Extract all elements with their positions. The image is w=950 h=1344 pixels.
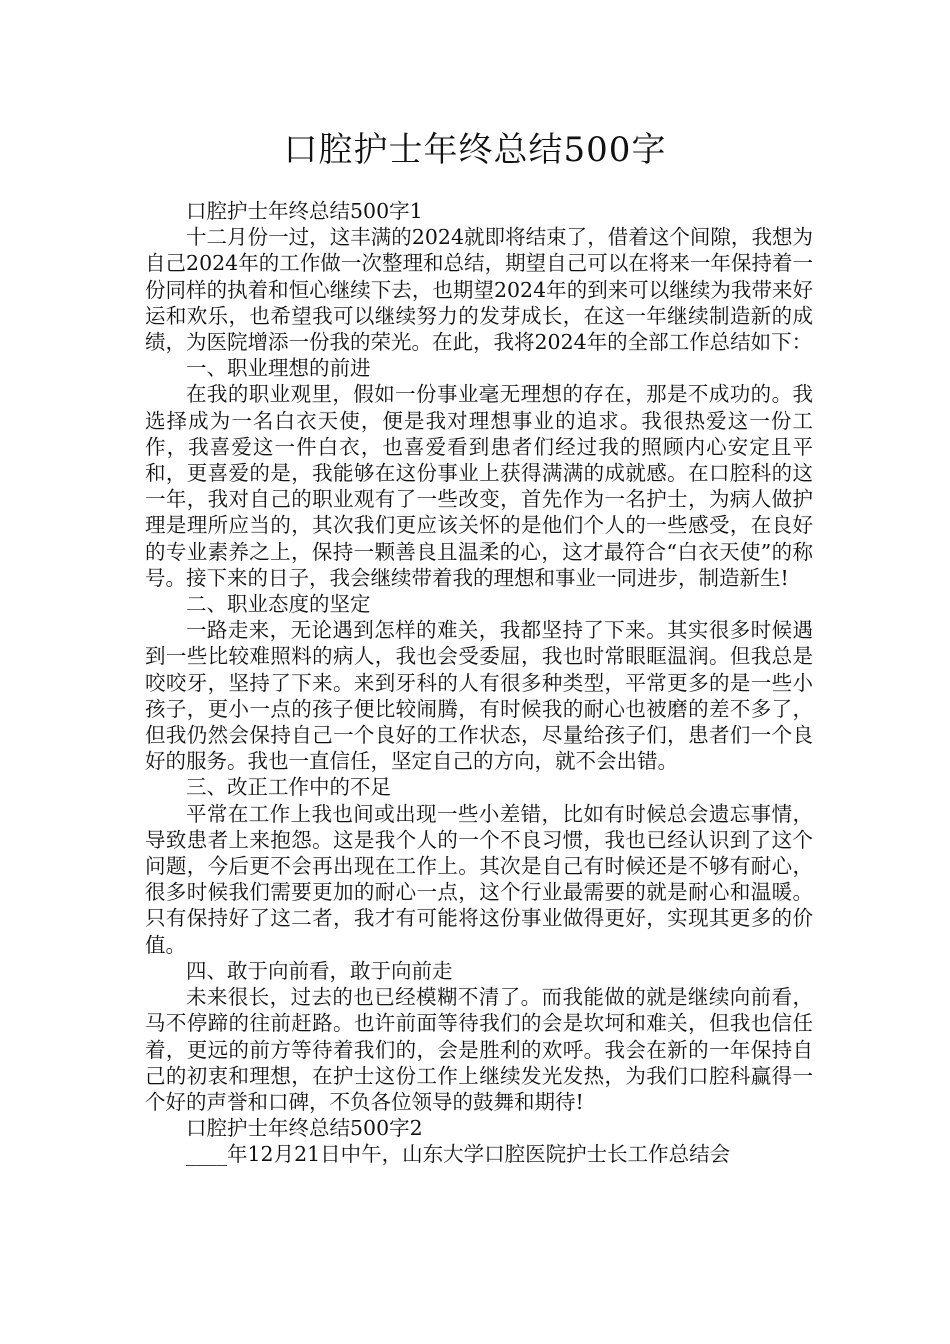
intro-paragraph: 十二月份一过，这丰满的2024就即将结束了，借着这个间隙，我想为自己2024年的工作做一次整理和总结，期望自己可以在将来一年保持着一份同样的执着和恒心继续下去，也期望2024年的到来可以继续为我带来好运和欢乐，也希望我可以继续努力的发芽成长，在这一年继续制造新的成绩，为医院增添一份我的荣光。在此，我将2024年的全部工作总结如下：	[145, 225, 813, 355]
paragraph-career-attitude: 一路走来，无论遇到怎样的难关，我都坚持了下来。其实很多时候遇到一些比较难照料的病人，我也会受委屈，我也时常眼眶温润。但我总是咬咬牙，坚持了下来。来到牙科的人有很多种类型，平常更多的是一些小孩子，更小一点的孩子便比较闹腾，有时候我的耐心也被磨的差不多了，但我仍然会保持自己一个良好的工作状态，尽量给孩子们，患者们一个良好的服务。我也一直信任，坚定自己的方向，就不会出错。	[145, 618, 813, 774]
paragraph-look-forward: 未来很长，过去的也已经模糊不清了。而我能做的就是继续向前看，马不停蹄的往前赶路。也许前面等待我们的会是坎坷和难关，但我也信任着，更远的前方等待着我们的，会是胜利的欢呼。我会在新的一年保持自己的初衷和理想，在护士这份工作上继续发光发热，为我们口腔科赢得一个好的声誉和口碑，不负各位领导的鼓舞和期待!	[145, 985, 813, 1114]
paragraph-section-2-start: ____年12月21日中午，山东大学口腔医院护士长工作总结会	[186, 1142, 731, 1167]
subheading-shortcomings: 三、改正工作中的不足	[186, 775, 391, 800]
document-body	[145, 198, 813, 1168]
paragraph-career-ideal: 在我的职业观里，假如一份事业毫无理想的存在，那是不成功的。我选择成为一名白衣天使，便是我对理想事业的追求。我很热爱这一份工作，我喜爱这一件白衣，也喜爱看到患者们经过我的照顾内心安定且平和，更喜爱的是，我能够在这份事业上获得满满的成就感。在口腔科的这一年，我对自己的职业观有了一些改变，首先作为一名护士，为病人做护理是理所应当的，其次我们更应该关怀的是他们个人的一些感受，在良好的专业素养之上，保持一颗善良且温柔的心，这才最符合“白衣天使”的称号。接下来的日子，我会继续带着我的理想和事业一同进步，制造新生!	[145, 382, 813, 590]
subheading-look-forward: 四、敢于向前看，敢于向前走	[186, 958, 453, 983]
section-heading-2: 口腔护士年终总结500字2	[186, 1116, 423, 1141]
section-heading-1: 口腔护士年终总结500字1	[186, 199, 423, 223]
document-title: 口腔护士年终总结500字	[283, 130, 667, 170]
subheading-career-attitude: 二、职业态度的坚定	[186, 592, 371, 617]
subheading-career-ideal: 一、职业理想的前进	[186, 356, 371, 381]
paragraph-shortcomings: 平常在工作上我也间或出现一些小差错，比如有时候总会遗忘事情，导致患者上来抱怨。这是我个人的一个不良习惯，我也已经认识到了这个问题，今后更不会再出现在工作上。其次是自己有时候还是不够有耐心，很多时候我们需要更加的耐心一点，这个行业最需要的就是耐心和温暖。只有保持好了这二者，我才有可能将这份事业做得更好，实现其更多的价值。	[145, 801, 813, 957]
